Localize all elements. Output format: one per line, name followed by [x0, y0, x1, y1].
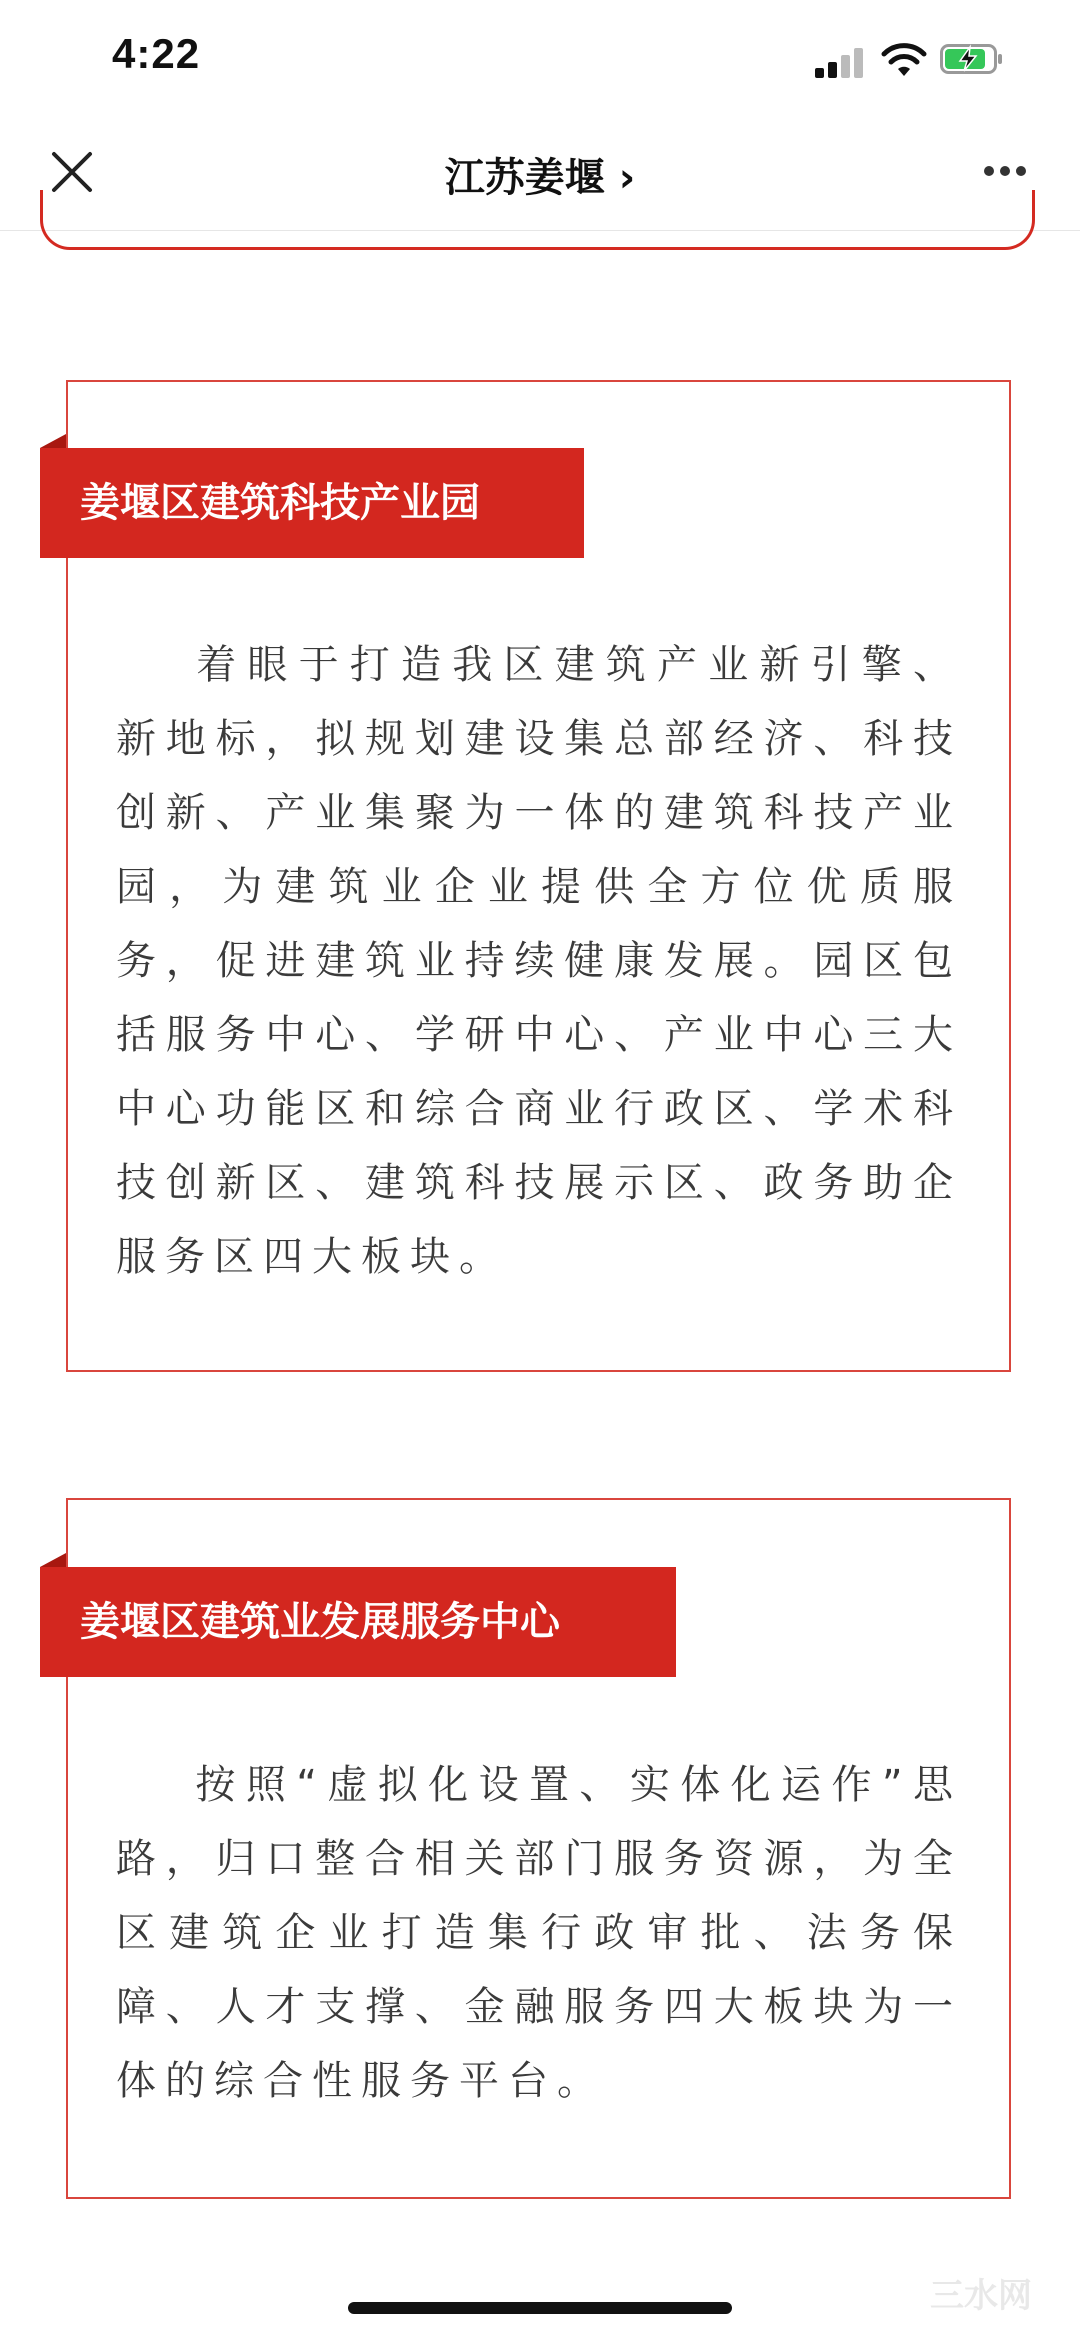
- account-title-link[interactable]: 江苏姜堰 ›: [444, 155, 636, 201]
- battery-charging-icon: [940, 44, 1004, 74]
- section-title-ribbon: 姜堰区建筑科技产业园: [40, 448, 584, 558]
- section-paragraph: 着眼于打造我区建筑产业新引擎、新地标，拟规划建设集总部经济、科技创新、产业集聚为一体的建筑科技产业园，为建筑业企业提供全方位优质服务，促进建筑业持续健康发展。园区包括服务中心、学研中心、产业中心三大中心功能区和综合商业行政区、学术科技创新区、建筑科技展示区、政务助企服务区四大板块。: [116, 642, 962, 1280]
- home-indicator[interactable]: [348, 2302, 732, 2314]
- section-title-ribbon: 姜堰区建筑业发展服务中心: [40, 1567, 676, 1677]
- wifi-icon: [880, 42, 928, 78]
- more-options-icon[interactable]: [980, 158, 1030, 178]
- status-bar: [0, 0, 1080, 120]
- cellular-signal-icon: [815, 48, 865, 78]
- section-body-text: [116, 628, 962, 1294]
- previous-section-card: [40, 190, 1035, 250]
- section-body-text: [116, 1748, 962, 2118]
- status-time: 4:22: [112, 30, 201, 77]
- watermark-logo: 三水网: [930, 2276, 1032, 2316]
- section-paragraph: 按照“虚拟化设置、实体化运作”思路，归口整合相关部门服务资源，为全区建筑企业打造集行政审批、法务保障、人才支撑、金融服务四大板块为一体的综合性服务平台。: [116, 1762, 962, 2104]
